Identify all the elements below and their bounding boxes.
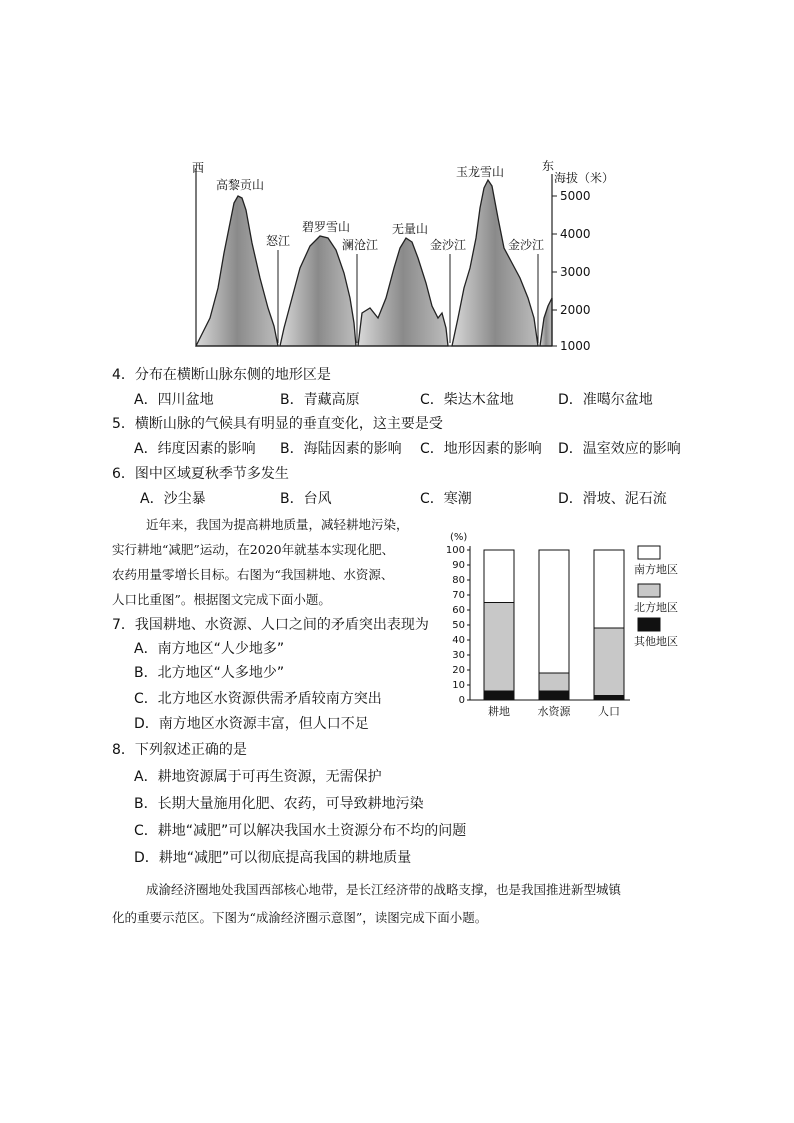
- q6-option-a[interactable]: A．沙尘暴: [140, 491, 206, 507]
- y-tick-label: 20: [452, 665, 465, 676]
- material2-line: 成渝经济圈地处我国西部核心地带，是长江经济带的战略支撑，也是我国推进新型城镇: [146, 882, 622, 897]
- bar-segment: [484, 691, 514, 700]
- q7-option-a[interactable]: A．南方地区“人少地多”: [134, 641, 285, 657]
- q8-option-d[interactable]: D．耕地“减肥”可以彻底提高我国的耕地质量: [134, 850, 412, 866]
- terrain-profile-figure: [180, 158, 620, 358]
- y-tick-label: 100: [445, 545, 465, 556]
- river-label-jinsha-1: 金沙江: [430, 238, 467, 252]
- peak-label-gaoligong: 高黎贡山: [216, 178, 265, 192]
- question-5-stem: 5．横断山脉的气候具有明显的垂直变化，这主要是受: [112, 416, 443, 432]
- q6-option-c[interactable]: C．寒潮: [420, 491, 472, 507]
- peak-label-wuliang: 无量山: [392, 222, 429, 236]
- legend-label: 北方地区: [634, 601, 678, 614]
- question-8-stem: 8．下列叙述正确的是: [112, 742, 247, 758]
- q8-option-c[interactable]: C．耕地“减肥”可以解决我国水土资源分布不均的问题: [134, 823, 467, 839]
- altitude-tick-label: 5000: [560, 189, 591, 203]
- west-label: 西: [192, 161, 205, 175]
- bar-segment: [539, 691, 569, 700]
- y-tick-label: 50: [452, 620, 465, 631]
- bar-segment: [539, 673, 569, 691]
- material1-line: 农药用量零增长目标。右图为“我国耕地、水资源、: [112, 567, 394, 582]
- bar-segment: [539, 550, 569, 673]
- legend-label: 南方地区: [634, 563, 678, 576]
- river-label-lancang: 澜沧江: [342, 238, 379, 252]
- y-tick-label: 70: [452, 590, 465, 601]
- bar-segment: [594, 550, 624, 628]
- q5-option-c[interactable]: C．地形因素的影响: [420, 441, 542, 457]
- bar-segment: [594, 696, 624, 701]
- y-tick-label: 40: [452, 635, 465, 646]
- bar-segment: [594, 628, 624, 696]
- q4-option-a[interactable]: A．四川盆地: [134, 392, 214, 408]
- legend-swatch: [638, 618, 660, 631]
- y-tick-label: 90: [452, 560, 465, 571]
- q5-option-a[interactable]: A．纬度因素的影响: [134, 441, 256, 457]
- x-category-label: 水资源: [537, 705, 571, 718]
- y-axis-label: (%): [450, 532, 468, 543]
- river-label-jinsha-2: 金沙江: [508, 238, 545, 252]
- altitude-tick-label: 3000: [560, 265, 591, 279]
- q8-option-a[interactable]: A．耕地资源属于可再生资源，无需保护: [134, 769, 382, 785]
- q7-option-d[interactable]: D．南方地区水资源丰富，但人口不足: [134, 716, 369, 732]
- legend-label: 其他地区: [634, 635, 678, 648]
- peak-label-yulong: 玉龙雪山: [456, 165, 505, 179]
- q4-option-d[interactable]: D．准噶尔盆地: [558, 392, 653, 408]
- question-4-stem: 4．分布在横断山脉东侧的地形区是: [112, 367, 331, 383]
- q5-option-d[interactable]: D．温室效应的影响: [558, 441, 681, 457]
- x-category-label: 人口: [598, 705, 620, 718]
- material2-line: 化的重要示范区。下图为“成渝经济圈示意图”，读图完成下面小题。: [112, 910, 488, 925]
- q4-option-c[interactable]: C．柴达木盆地: [420, 392, 514, 408]
- x-category-label: 耕地: [488, 705, 510, 718]
- legend-swatch: [638, 546, 660, 559]
- altitude-tick-marks: [552, 196, 557, 346]
- river-label-nujiang: 怒江: [266, 234, 291, 248]
- y-tick-label: 30: [452, 650, 465, 661]
- q6-option-d[interactable]: D．滑坡、泥石流: [558, 491, 667, 507]
- y-tick-label: 10: [452, 680, 465, 691]
- q7-option-c[interactable]: C．北方地区水资源供需矛盾较南方突出: [134, 691, 382, 707]
- stacked-bar-chart: [440, 528, 690, 723]
- question-7-stem: 7．我国耕地、水资源、人口之间的矛盾突出表现为: [112, 617, 429, 633]
- altitude-tick-label: 2000: [560, 303, 591, 317]
- q4-option-b[interactable]: B．青藏高原: [280, 392, 360, 408]
- peak-label-biluo: 碧罗雪山: [302, 220, 351, 234]
- bar-segment: [484, 603, 514, 692]
- y-tick-label: 80: [452, 575, 465, 586]
- altitude-axis-unit: 海拔（米）: [554, 171, 615, 185]
- altitude-tick-label: 1000: [560, 339, 591, 353]
- east-label: 东: [542, 159, 555, 173]
- material1-line: 人口比重图”。根据图文完成下面小题。: [112, 592, 331, 607]
- legend-swatch: [638, 584, 660, 597]
- q5-option-b[interactable]: B．海陆因素的影响: [280, 441, 402, 457]
- altitude-tick-label: 4000: [560, 227, 591, 241]
- bar-segment: [484, 550, 514, 603]
- q8-option-b[interactable]: B．长期大量施用化肥、农药，可导致耕地污染: [134, 796, 424, 812]
- q7-option-b[interactable]: B．北方地区“人多地少”: [134, 665, 285, 681]
- terrain-shape: [196, 196, 278, 346]
- y-tick-label: 60: [452, 605, 465, 616]
- question-6-stem: 6．图中区域夏秋季节多发生: [112, 466, 289, 482]
- material1-line: 实行耕地“减肥”运动，在2020年就基本实现化肥、: [112, 542, 395, 557]
- y-tick-label: 0: [458, 695, 465, 706]
- q6-option-b[interactable]: B．台风: [280, 491, 332, 507]
- material1-line: 近年来，我国为提高耕地质量，减轻耕地污染，: [146, 517, 409, 532]
